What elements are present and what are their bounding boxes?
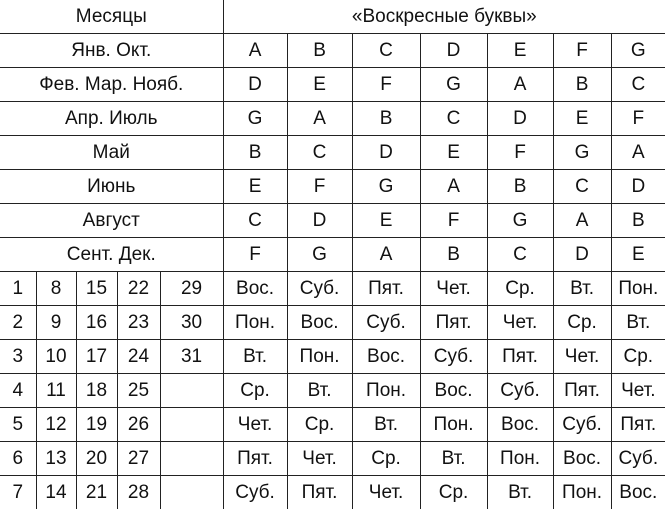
month-names: Апр. Июль	[0, 102, 223, 136]
day-row	[0, 476, 665, 509]
month-names: Янв. Окт.	[0, 34, 223, 68]
day-number: 31	[160, 340, 223, 374]
sunday-letter: D	[223, 68, 287, 102]
day-number	[160, 374, 223, 408]
weekday: Пят.	[487, 340, 553, 374]
sunday-letter: E	[553, 102, 611, 136]
weekday: Пят.	[420, 306, 487, 340]
day-row	[0, 340, 665, 374]
weekday: Ср.	[352, 442, 420, 476]
weekday: Пон.	[611, 272, 665, 306]
day-row	[0, 408, 665, 442]
day-number: 13	[36, 442, 76, 476]
month-names: Август	[0, 204, 223, 238]
day-row	[0, 272, 665, 306]
day-number: 24	[117, 340, 160, 374]
weekday: Пят.	[611, 408, 665, 442]
sunday-letter: C	[287, 136, 352, 170]
sunday-letter: F	[223, 238, 287, 272]
weekday: Пон.	[352, 374, 420, 408]
weekday: Чет.	[287, 442, 352, 476]
weekday: Пон.	[223, 306, 287, 340]
day-number: 8	[36, 272, 76, 306]
day-number: 4	[0, 374, 36, 408]
sunday-letter: F	[420, 204, 487, 238]
weekday: Чет.	[420, 272, 487, 306]
month-row	[0, 136, 665, 170]
sunday-letter: B	[487, 170, 553, 204]
day-number: 1	[0, 272, 36, 306]
sunday-letter: F	[611, 102, 665, 136]
weekday: Вт.	[287, 374, 352, 408]
day-number: 17	[76, 340, 117, 374]
sunday-letter: A	[420, 170, 487, 204]
day-number: 10	[36, 340, 76, 374]
weekday: Суб.	[487, 374, 553, 408]
month-row	[0, 204, 665, 238]
weekday: Ср.	[223, 374, 287, 408]
weekday: Пон.	[553, 476, 611, 509]
day-number	[160, 442, 223, 476]
sunday-letter: G	[352, 170, 420, 204]
month-names: Июнь	[0, 170, 223, 204]
weekday: Вт.	[352, 408, 420, 442]
sunday-letter: C	[223, 204, 287, 238]
day-number: 18	[76, 374, 117, 408]
day-row	[0, 306, 665, 340]
sunday-letter: A	[223, 34, 287, 68]
month-row	[0, 102, 665, 136]
sunday-letter: G	[553, 136, 611, 170]
weekday: Вос.	[487, 408, 553, 442]
sunday-letter: B	[553, 68, 611, 102]
weekday: Суб.	[287, 272, 352, 306]
sunday-letter: B	[223, 136, 287, 170]
sunday-letter: D	[487, 102, 553, 136]
sunday-letter: A	[352, 238, 420, 272]
day-number: 2	[0, 306, 36, 340]
sunday-letter: E	[352, 204, 420, 238]
sunday-letter: A	[487, 68, 553, 102]
weekday: Чет.	[553, 340, 611, 374]
day-row	[0, 374, 665, 408]
weekday: Пят.	[287, 476, 352, 509]
sunday-letter: G	[223, 102, 287, 136]
sunday-letter: G	[487, 204, 553, 238]
day-number: 19	[76, 408, 117, 442]
weekday: Чет.	[487, 306, 553, 340]
sunday-letter: C	[611, 68, 665, 102]
sunday-letter: D	[611, 170, 665, 204]
sunday-letter: F	[553, 34, 611, 68]
weekday: Вос.	[420, 374, 487, 408]
sunday-letter: D	[420, 34, 487, 68]
weekday: Ср.	[487, 272, 553, 306]
sunday-letter: F	[352, 68, 420, 102]
weekday: Вос.	[287, 306, 352, 340]
weekday: Вос.	[223, 272, 287, 306]
sunday-letter: F	[487, 136, 553, 170]
weekday: Суб.	[352, 306, 420, 340]
weekday: Вос.	[352, 340, 420, 374]
day-number: 11	[36, 374, 76, 408]
sunday-letter: E	[223, 170, 287, 204]
month-names: Сент. Дек.	[0, 238, 223, 272]
weekday: Пон.	[420, 408, 487, 442]
day-number: 20	[76, 442, 117, 476]
weekday: Чет.	[223, 408, 287, 442]
weekday: Суб.	[553, 408, 611, 442]
sunday-letter: D	[553, 238, 611, 272]
weekday: Вт.	[420, 442, 487, 476]
weekday: Суб.	[223, 476, 287, 509]
sunday-letter: C	[487, 238, 553, 272]
sunday-letter: G	[611, 34, 665, 68]
sunday-letter: G	[287, 238, 352, 272]
sunday-letter: D	[352, 136, 420, 170]
sunday-letter: C	[553, 170, 611, 204]
weekday: Пят.	[553, 374, 611, 408]
weekday: Пон.	[487, 442, 553, 476]
sunday-letter: E	[611, 238, 665, 272]
sunday-letter: E	[287, 68, 352, 102]
day-number: 25	[117, 374, 160, 408]
day-number: 21	[76, 476, 117, 509]
weekday: Ср.	[611, 340, 665, 374]
weekday: Чет.	[611, 374, 665, 408]
header-row	[0, 0, 665, 34]
weekday: Ср.	[287, 408, 352, 442]
day-row	[0, 442, 665, 476]
day-number: 9	[36, 306, 76, 340]
day-number	[160, 476, 223, 509]
weekday: Пят.	[352, 272, 420, 306]
month-row	[0, 34, 665, 68]
weekday: Вт.	[487, 476, 553, 509]
weekday: Вос.	[611, 476, 665, 509]
sunday-letter: B	[420, 238, 487, 272]
month-row	[0, 170, 665, 204]
weekday: Вт.	[611, 306, 665, 340]
day-number: 5	[0, 408, 36, 442]
day-number: 28	[117, 476, 160, 509]
day-number: 26	[117, 408, 160, 442]
sunday-letter: F	[287, 170, 352, 204]
day-number: 15	[76, 272, 117, 306]
day-number: 7	[0, 476, 36, 509]
day-number: 3	[0, 340, 36, 374]
day-number: 12	[36, 408, 76, 442]
month-names: Фев. Мар. Нояб.	[0, 68, 223, 102]
sunday-letter: B	[352, 102, 420, 136]
month-row	[0, 68, 665, 102]
sunday-letter: G	[420, 68, 487, 102]
day-number: 29	[160, 272, 223, 306]
sunday-letter: A	[553, 204, 611, 238]
month-names: Май	[0, 136, 223, 170]
day-number: 22	[117, 272, 160, 306]
sunday-letter: E	[487, 34, 553, 68]
sunday-letter: E	[420, 136, 487, 170]
sunday-letter: C	[420, 102, 487, 136]
weekday: Ср.	[420, 476, 487, 509]
weekday: Чет.	[352, 476, 420, 509]
sunday-letter: D	[287, 204, 352, 238]
day-number: 23	[117, 306, 160, 340]
sunday-letter: C	[352, 34, 420, 68]
months-header: Месяцы	[0, 0, 223, 34]
day-number: 30	[160, 306, 223, 340]
day-number: 6	[0, 442, 36, 476]
weekday: Вт.	[553, 272, 611, 306]
sunday-letter: A	[611, 136, 665, 170]
day-number	[160, 408, 223, 442]
weekday: Суб.	[611, 442, 665, 476]
sunday-letter: A	[287, 102, 352, 136]
weekday: Вт.	[223, 340, 287, 374]
sunday-letter: B	[611, 204, 665, 238]
letters-header: «Воскресные буквы»	[223, 0, 665, 34]
weekday: Суб.	[420, 340, 487, 374]
day-number: 27	[117, 442, 160, 476]
weekday: Ср.	[553, 306, 611, 340]
month-row	[0, 238, 665, 272]
day-number: 16	[76, 306, 117, 340]
weekday: Пят.	[223, 442, 287, 476]
sunday-letter: B	[287, 34, 352, 68]
day-number: 14	[36, 476, 76, 509]
weekday: Вос.	[553, 442, 611, 476]
weekday: Пон.	[287, 340, 352, 374]
